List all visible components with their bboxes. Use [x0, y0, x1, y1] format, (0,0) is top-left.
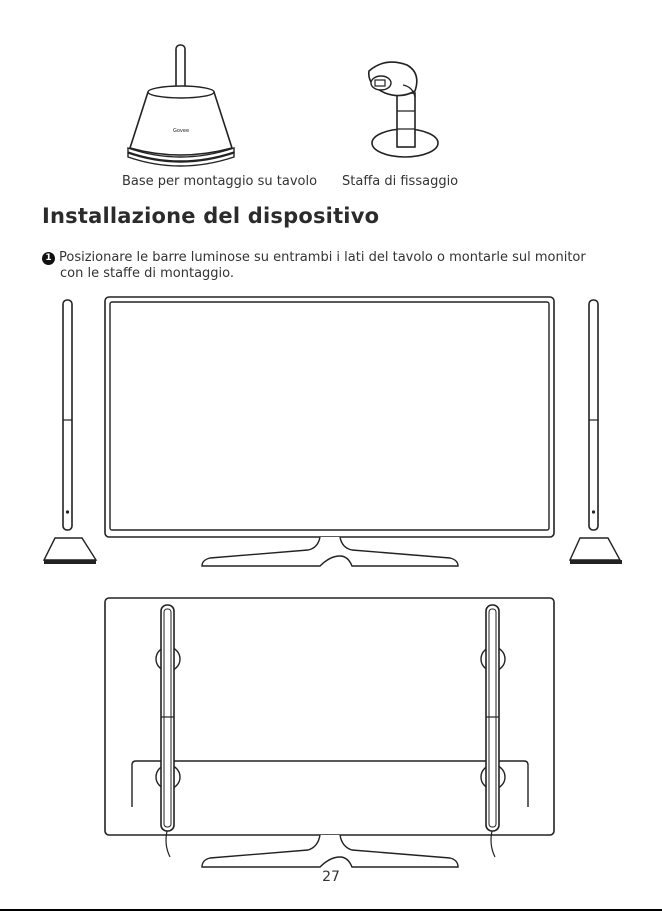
step-number-badge: 1 — [42, 252, 55, 265]
page-number: 27 — [322, 869, 340, 885]
step-1-line-2: con le staffe di montaggio. — [60, 265, 235, 281]
step-1-instruction — [42, 250, 622, 281]
caption-bracket: Staffa di fissaggio — [342, 174, 459, 189]
section-heading: Installazione del dispositivo — [42, 204, 380, 228]
step-1-line-1: Posizionare le barre luminose su entrambi i lati del tavolo o montarle sul monitor — [59, 250, 586, 265]
front-view-illustration — [0, 290, 662, 575]
table-base-illustration — [120, 40, 250, 175]
caption-table-base: Base per montaggio su tavolo — [122, 174, 318, 189]
base-logo: Govee — [172, 128, 190, 134]
rear-view-illustration — [0, 595, 662, 875]
footer-rule — [0, 909, 662, 911]
bracket-illustration — [355, 55, 455, 170]
